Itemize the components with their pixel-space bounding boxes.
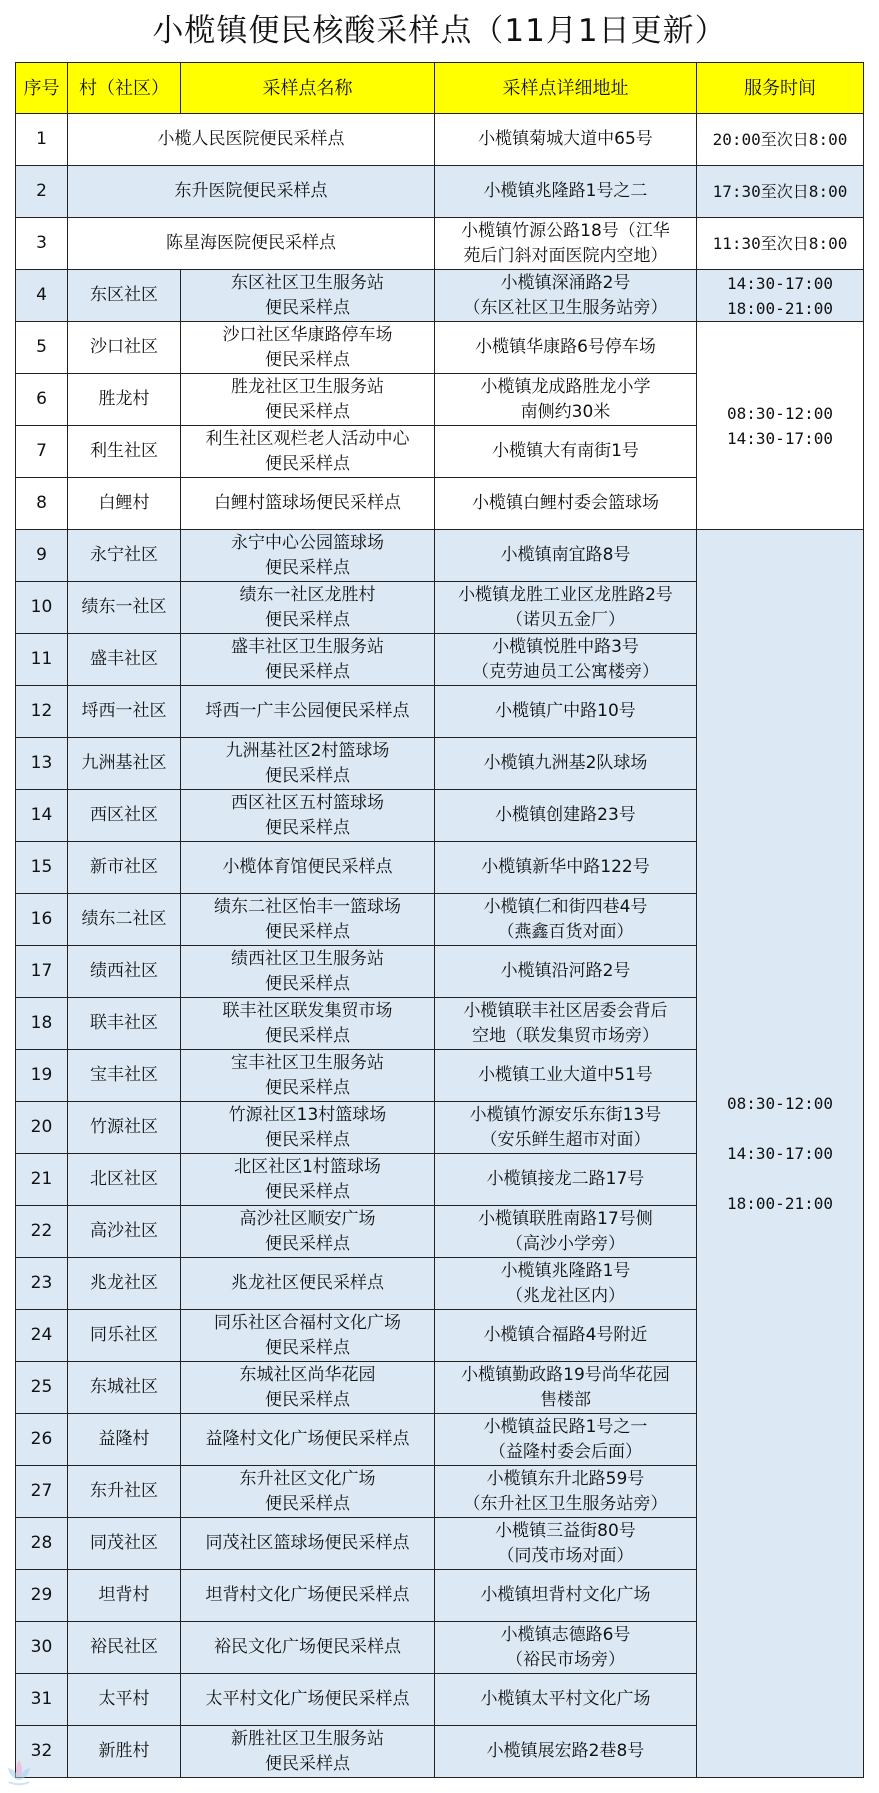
site-name xyxy=(181,946,435,998)
village-name: 裕民社区 xyxy=(68,1622,181,1674)
cell-line: 便民采样点 xyxy=(265,1233,350,1254)
table-body xyxy=(16,114,864,1778)
site-name xyxy=(181,1622,435,1674)
cell-line: 新胜社区卫生服务站 xyxy=(231,1728,384,1749)
row-number: 15 xyxy=(16,842,68,894)
cell-line: 东区社区卫生服务站 xyxy=(231,272,384,293)
service-time: 11:30至次日8:00 xyxy=(697,218,864,270)
cell-line: 小榄镇竹源安乐东街13号 xyxy=(469,1104,662,1125)
village-name: 沙口社区 xyxy=(68,322,181,374)
cell-line: 便民采样点 xyxy=(265,1493,350,1514)
cell-line: 14:30-17:00 xyxy=(727,1143,833,1163)
table-row xyxy=(16,270,864,322)
cell-line: 北区社区1村篮球场 xyxy=(234,1156,381,1177)
site-name xyxy=(181,582,435,634)
cell-line: 空地（联发集贸市场旁） xyxy=(472,1025,659,1046)
site-name xyxy=(181,1726,435,1778)
site-name xyxy=(68,218,435,270)
cell-line: 永宁中心公园篮球场 xyxy=(231,532,384,553)
cell-line: 西区社区五村篮球场 xyxy=(231,792,384,813)
row-number: 18 xyxy=(16,998,68,1050)
site-address xyxy=(435,1206,697,1258)
header-site: 采样点名称 xyxy=(181,63,435,114)
cell-line: 小榄镇接龙二路17号 xyxy=(486,1169,645,1189)
cell-line: 08:30-12:00 xyxy=(727,1093,833,1113)
row-number: 10 xyxy=(16,582,68,634)
service-time xyxy=(697,530,864,1778)
village-name: 益隆村 xyxy=(68,1414,181,1466)
site-address xyxy=(435,1622,697,1674)
site-address xyxy=(435,1258,697,1310)
site-name xyxy=(181,790,435,842)
site-address xyxy=(435,738,697,790)
village-name: 东区社区 xyxy=(68,270,181,322)
village-name: 永宁社区 xyxy=(68,530,181,582)
cell-line: 小榄镇新华中路122号 xyxy=(481,857,650,877)
site-name xyxy=(181,322,435,374)
cell-line: 兆龙社区便民采样点 xyxy=(231,1273,384,1293)
row-number: 1 xyxy=(16,114,68,166)
cell-line: 东城社区尚华花园 xyxy=(239,1364,376,1385)
cell-line: 盛丰社区卫生服务站 xyxy=(231,636,384,657)
cell-line: （安乐鲜生超市对面） xyxy=(480,1129,651,1150)
row-number: 3 xyxy=(16,218,68,270)
row-number: 14 xyxy=(16,790,68,842)
site-name xyxy=(181,1570,435,1622)
cell-line: 苑后门斜对面医院内空地） xyxy=(463,245,668,266)
cell-line: 小榄镇兆隆路1号 xyxy=(500,1260,631,1281)
site-name xyxy=(181,1310,435,1362)
site-address xyxy=(435,218,697,270)
row-number: 6 xyxy=(16,374,68,426)
village-name: 绩东一社区 xyxy=(68,582,181,634)
row-number: 12 xyxy=(16,686,68,738)
village-name: 东城社区 xyxy=(68,1362,181,1414)
village-name: 宝丰社区 xyxy=(68,1050,181,1102)
site-name xyxy=(181,374,435,426)
table-row xyxy=(16,114,864,166)
row-number: 20 xyxy=(16,1102,68,1154)
row-number: 4 xyxy=(16,270,68,322)
cell-line: （诺贝五金厂） xyxy=(506,609,625,630)
cell-line: 便民采样点 xyxy=(265,1077,350,1098)
village-name: 兆龙社区 xyxy=(68,1258,181,1310)
cell-line: 便民采样点 xyxy=(265,349,350,370)
village-name: 同茂社区 xyxy=(68,1518,181,1570)
cell-line: 小榄镇南宜路8号 xyxy=(500,545,631,565)
site-name xyxy=(181,1154,435,1206)
row-number: 16 xyxy=(16,894,68,946)
site-address xyxy=(435,998,697,1050)
site-name xyxy=(181,478,435,530)
cell-line: 绩东二社区怡丰一篮球场 xyxy=(214,896,401,917)
cell-line: 小榄镇竹源公路18号（江华 xyxy=(461,220,670,241)
site-address xyxy=(435,1102,697,1154)
row-number: 25 xyxy=(16,1362,68,1414)
row-number: 9 xyxy=(16,530,68,582)
site-name xyxy=(181,1674,435,1726)
table-row xyxy=(16,218,864,270)
cell-line: 东升医院便民采样点 xyxy=(174,181,328,201)
row-number: 27 xyxy=(16,1466,68,1518)
page-title: 小榄镇便民核酸采样点（11月1日更新） xyxy=(152,13,727,49)
row-number: 23 xyxy=(16,1258,68,1310)
site-address xyxy=(435,1674,697,1726)
site-name xyxy=(181,270,435,322)
village-name: 胜龙村 xyxy=(68,374,181,426)
site-address xyxy=(435,374,697,426)
header-address: 采样点详细地址 xyxy=(435,63,697,114)
row-number: 13 xyxy=(16,738,68,790)
cell-line: 同茂社区篮球场便民采样点 xyxy=(205,1533,410,1553)
cell-line: 便民采样点 xyxy=(265,765,350,786)
site-address xyxy=(435,1518,697,1570)
site-address xyxy=(435,1414,697,1466)
village-name: 盛丰社区 xyxy=(68,634,181,686)
row-number: 31 xyxy=(16,1674,68,1726)
site-address xyxy=(435,1310,697,1362)
header-village: 村（社区） xyxy=(68,63,181,114)
site-address xyxy=(435,634,697,686)
cell-line: 小榄镇合福路4号附近 xyxy=(483,1325,648,1345)
cell-line: 小榄镇华康路6号停车场 xyxy=(475,337,656,357)
cell-line: 小榄人民医院便民采样点 xyxy=(157,129,345,149)
cell-line: 小榄镇工业大道中51号 xyxy=(478,1065,653,1085)
cell-line: 小榄镇龙成路胜龙小学 xyxy=(480,376,651,397)
row-number: 8 xyxy=(16,478,68,530)
cell-line: 小榄镇志德路6号 xyxy=(500,1624,631,1645)
cell-line: 白鲤村篮球场便民采样点 xyxy=(214,493,401,513)
cell-line: 便民采样点 xyxy=(265,453,350,474)
lotus-watermark-icon xyxy=(3,1756,35,1788)
row-number: 26 xyxy=(16,1414,68,1466)
cell-line: 便民采样点 xyxy=(265,297,350,318)
cell-line: 小榄镇沿河路2号 xyxy=(500,961,631,981)
service-time xyxy=(697,270,864,322)
cell-line: 沙口社区华康路停车场 xyxy=(222,324,393,345)
site-address xyxy=(435,1466,697,1518)
site-address xyxy=(435,270,697,322)
cell-line: 太平村文化广场便民采样点 xyxy=(205,1689,410,1709)
row-number: 30 xyxy=(16,1622,68,1674)
cell-line: 小榄镇深涌路2号 xyxy=(500,272,631,293)
cell-line: 绩东一社区龙胜村 xyxy=(239,584,376,605)
cell-line: 小榄镇三益街80号 xyxy=(495,1520,636,1541)
site-name xyxy=(181,530,435,582)
site-name xyxy=(181,1050,435,1102)
village-name: 北区社区 xyxy=(68,1154,181,1206)
header-no: 序号 xyxy=(16,63,68,114)
cell-line: 小榄镇联丰社区居委会背后 xyxy=(463,1000,668,1021)
row-number: 24 xyxy=(16,1310,68,1362)
cell-line: 埒西一广丰公园便民采样点 xyxy=(205,701,410,721)
site-name xyxy=(181,634,435,686)
site-address xyxy=(435,946,697,998)
cell-line: 便民采样点 xyxy=(265,1389,350,1410)
table-row xyxy=(16,322,864,374)
cell-line: 便民采样点 xyxy=(265,661,350,682)
cell-line: 小榄镇太平村文化广场 xyxy=(480,1689,651,1709)
site-name xyxy=(181,1414,435,1466)
cell-line: 利生社区观栏老人活动中心 xyxy=(205,428,410,449)
cell-line: 小榄镇悦胜中路3号 xyxy=(492,636,639,657)
cell-line: 小榄镇联胜南路17号侧 xyxy=(478,1208,653,1229)
cell-line: 南侧约30米 xyxy=(520,401,611,422)
site-address xyxy=(435,166,697,218)
site-address xyxy=(435,114,697,166)
cell-line: （兆龙社区内） xyxy=(506,1285,625,1306)
cell-line: 绩西社区卫生服务站 xyxy=(231,948,384,969)
cell-line: 便民采样点 xyxy=(265,1337,350,1358)
village-name: 东升社区 xyxy=(68,1466,181,1518)
table-header-row xyxy=(16,63,864,114)
cell-line: （高沙小学旁） xyxy=(506,1233,625,1254)
row-number: 19 xyxy=(16,1050,68,1102)
cell-line: 小榄镇龙胜工业区龙胜路2号 xyxy=(458,584,673,605)
cell-line: 小榄镇大有南街1号 xyxy=(492,441,639,461)
site-address xyxy=(435,842,697,894)
site-name xyxy=(181,1206,435,1258)
cell-line: 裕民文化广场便民采样点 xyxy=(214,1637,401,1657)
cell-line: （益隆村委会后面） xyxy=(489,1441,642,1462)
site-address xyxy=(435,322,697,374)
site-name xyxy=(181,738,435,790)
cell-line: （同茂市场对面） xyxy=(497,1545,634,1566)
cell-line: 便民采样点 xyxy=(265,609,350,630)
service-time: 20:00至次日8:00 xyxy=(697,114,864,166)
cell-line: 同乐社区合福村文化广场 xyxy=(214,1312,401,1333)
cell-line: 便民采样点 xyxy=(265,1753,350,1774)
village-name: 同乐社区 xyxy=(68,1310,181,1362)
site-address xyxy=(435,790,697,842)
table-row xyxy=(16,530,864,582)
site-name xyxy=(181,1362,435,1414)
site-address xyxy=(435,426,697,478)
cell-line: （裕民市场旁） xyxy=(506,1649,625,1670)
village-name: 埒西一社区 xyxy=(68,686,181,738)
cell-line: 14:30-17:00 xyxy=(727,273,833,293)
site-name xyxy=(181,686,435,738)
cell-line: 胜龙社区卫生服务站 xyxy=(231,376,384,397)
site-name xyxy=(181,894,435,946)
cell-line: 18:00-21:00 xyxy=(727,1193,833,1213)
site-address xyxy=(435,1154,697,1206)
row-number: 7 xyxy=(16,426,68,478)
site-name xyxy=(181,1518,435,1570)
village-name: 绩东二社区 xyxy=(68,894,181,946)
village-name: 太平村 xyxy=(68,1674,181,1726)
cell-line: 14:30-17:00 xyxy=(727,428,833,448)
cell-line: 便民采样点 xyxy=(265,817,350,838)
cell-line: 18:00-21:00 xyxy=(727,298,833,318)
cell-line: 小榄镇展宏路2巷8号 xyxy=(486,1741,645,1761)
cell-line: 便民采样点 xyxy=(265,1025,350,1046)
cell-line: 便民采样点 xyxy=(265,557,350,578)
site-name xyxy=(181,842,435,894)
site-address xyxy=(435,530,697,582)
row-number: 11 xyxy=(16,634,68,686)
cell-line: 小榄镇益民路1号之一 xyxy=(483,1416,648,1437)
cell-line: 小榄镇菊城大道中65号 xyxy=(478,129,653,149)
cell-line: （东升社区卫生服务站旁） xyxy=(463,1493,668,1514)
cell-line: 便民采样点 xyxy=(265,401,350,422)
cell-line: 小榄镇兆隆路1号之二 xyxy=(483,181,648,201)
cell-line: 东升社区文化广场 xyxy=(239,1468,376,1489)
site-name xyxy=(181,1258,435,1310)
village-name: 绩西社区 xyxy=(68,946,181,998)
site-name xyxy=(181,1466,435,1518)
village-name: 高沙社区 xyxy=(68,1206,181,1258)
cell-line: 联丰社区联发集贸市场 xyxy=(222,1000,393,1021)
village-name: 西区社区 xyxy=(68,790,181,842)
village-name: 新市社区 xyxy=(68,842,181,894)
cell-line: 便民采样点 xyxy=(265,1181,350,1202)
cell-line: 高沙社区顺安广场 xyxy=(239,1208,376,1229)
cell-line: 益隆村文化广场便民采样点 xyxy=(205,1429,410,1449)
site-address xyxy=(435,686,697,738)
cell-line: 便民采样点 xyxy=(265,1129,350,1150)
row-number: 5 xyxy=(16,322,68,374)
cell-line: 小榄镇坦背村文化广场 xyxy=(480,1585,651,1605)
cell-line: 小榄镇九洲基2队球场 xyxy=(483,753,648,773)
site-name xyxy=(181,1102,435,1154)
cell-line: 小榄镇仁和街四巷4号 xyxy=(483,896,648,917)
site-address xyxy=(435,894,697,946)
site-address xyxy=(435,582,697,634)
village-name: 坦背村 xyxy=(68,1570,181,1622)
village-name: 白鲤村 xyxy=(68,478,181,530)
cell-line: （东区社区卫生服务站旁） xyxy=(463,297,668,318)
village-name: 利生社区 xyxy=(68,426,181,478)
cell-line: 便民采样点 xyxy=(265,973,350,994)
cell-line: 九洲基社区2村篮球场 xyxy=(225,740,390,761)
cell-line: 竹源社区13村篮球场 xyxy=(228,1104,387,1125)
site-address xyxy=(435,1726,697,1778)
site-name xyxy=(181,426,435,478)
row-number: 17 xyxy=(16,946,68,998)
row-number: 22 xyxy=(16,1206,68,1258)
row-number: 29 xyxy=(16,1570,68,1622)
cell-line: 08:30-12:00 xyxy=(727,403,833,423)
cell-line: 宝丰社区卫生服务站 xyxy=(231,1052,384,1073)
cell-line: 小榄镇创建路23号 xyxy=(495,805,636,825)
row-number: 21 xyxy=(16,1154,68,1206)
village-name: 新胜村 xyxy=(68,1726,181,1778)
row-number: 28 xyxy=(16,1518,68,1570)
cell-line: （燕鑫百货对面） xyxy=(497,921,634,942)
site-name xyxy=(68,166,435,218)
row-number: 2 xyxy=(16,166,68,218)
cell-line: （克劳迪员工公寓楼旁） xyxy=(472,661,659,682)
site-address xyxy=(435,1050,697,1102)
site-name xyxy=(68,114,435,166)
site-address xyxy=(435,1362,697,1414)
village-name: 竹源社区 xyxy=(68,1102,181,1154)
site-name xyxy=(181,998,435,1050)
cell-line: 小榄体育馆便民采样点 xyxy=(222,857,393,877)
cell-line: 小榄镇勤政路19号尚华花园 xyxy=(461,1364,670,1385)
row-number: 32 xyxy=(16,1726,68,1778)
cell-line: 小榄镇白鲤村委会篮球场 xyxy=(472,493,659,513)
sampling-sites-table xyxy=(15,62,864,1778)
service-time xyxy=(697,322,864,530)
cell-line: 坦背村文化广场便民采样点 xyxy=(205,1585,410,1605)
site-address xyxy=(435,1570,697,1622)
header-time: 服务时间 xyxy=(697,63,864,114)
cell-line: 陈星海医院便民采样点 xyxy=(166,233,336,253)
village-name: 九洲基社区 xyxy=(68,738,181,790)
village-name: 联丰社区 xyxy=(68,998,181,1050)
cell-line: 售楼部 xyxy=(540,1389,591,1410)
service-time: 17:30至次日8:00 xyxy=(697,166,864,218)
cell-line: 便民采样点 xyxy=(265,921,350,942)
table-row xyxy=(16,166,864,218)
cell-line: 小榄镇广中路10号 xyxy=(495,701,636,721)
cell-line: 小榄镇东升北路59号 xyxy=(486,1468,645,1489)
site-address xyxy=(435,478,697,530)
